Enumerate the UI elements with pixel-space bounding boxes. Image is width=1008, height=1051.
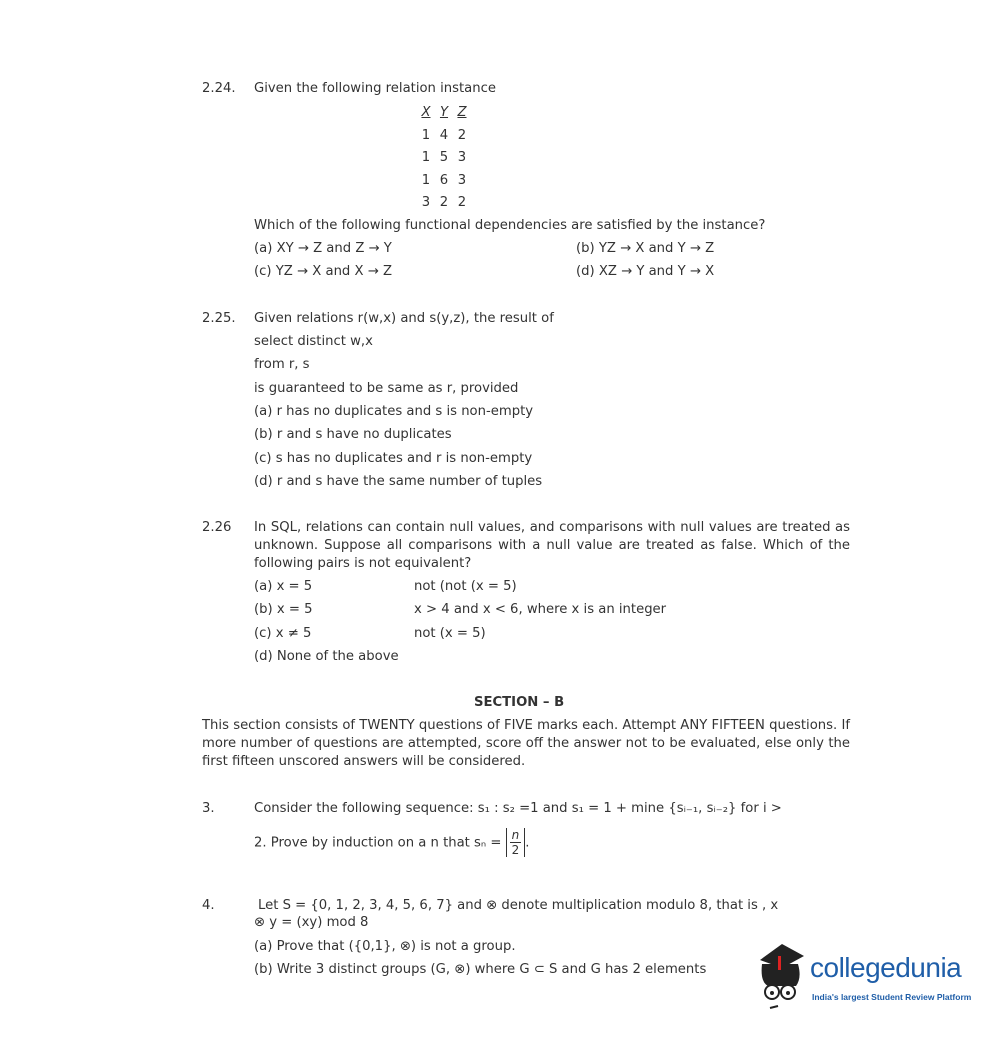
- q225-option-b: (b) r and s have no duplicates: [254, 427, 452, 442]
- q226-option-b-left: (b) x = 5: [254, 602, 313, 617]
- q225-option-d: (d) r and s have the same number of tuples: [254, 474, 543, 489]
- table-row: 3 2 2: [421, 195, 467, 210]
- q3-line2-text: 2. Prove by induction on a n that sₙ =: [254, 835, 506, 851]
- table-row: 1 6 3: [421, 172, 467, 188]
- section-b-title: SECTION – B: [474, 695, 565, 710]
- q224-number: 2.24.: [202, 81, 236, 96]
- ceiling-fraction: $\frac{n}{2}$: [506, 828, 526, 857]
- q4-option-b: (b) Write 3 distinct groups (G, ⊗) where G ⊂ S and G has 2 elements: [254, 962, 707, 977]
- q3-number: 3.: [202, 801, 215, 816]
- col-x: X: [421, 105, 431, 120]
- q225-option-a: (a) r has no duplicates and s is non-empty: [254, 404, 534, 419]
- mascot-icon: [752, 942, 810, 1012]
- q3-line1: Consider the following sequence: s₁ : s₂ =1 and s₁ = 1 + mine {sᵢ₋₁, sᵢ₋₂} for i >: [254, 801, 782, 816]
- q226-option-c-right: not (x = 5): [414, 626, 486, 641]
- q225-option-c: (c) s has no duplicates and r is non-empty: [254, 451, 533, 466]
- q226-option-c-left: (c) x ≠ 5: [254, 626, 312, 641]
- section-b-description: This section consists of TWENTY questions of FIVE marks each. Attempt ANY FIFTEEN questions. If more number of questions are attempted, score off the answer not to be evaluated, else only the first fifteen unscored answers will be considered.: [202, 718, 850, 769]
- q226-option-b-right: x > 4 and x < 6, where x is an integer: [414, 602, 667, 617]
- q224-option-a: (a) XY → Z and Z → Y: [254, 241, 392, 256]
- q3-line2: 2. Prove by induction on a n that sₙ = $\frac{n}{2}$ .: [254, 828, 530, 857]
- q224-option-b: (b) YZ → X and Y → Z: [576, 241, 715, 256]
- table-row: 1 5 3: [421, 150, 467, 165]
- q4-number: 4.: [202, 898, 215, 913]
- col-z: Z: [457, 105, 467, 120]
- logo-brand: collegedunia: [810, 952, 962, 983]
- q225-line1: Given relations r(w,x) and s(y,z), the result of: [254, 311, 554, 326]
- q226-option-a-left: (a) x = 5: [254, 579, 313, 594]
- logo-tagline: India's largest Student Review Platform: [812, 992, 972, 1002]
- q224-question: Which of the following functional dependencies are satisfied by the instance?: [254, 218, 766, 233]
- q226-option-a-right: not (not (x = 5): [414, 579, 517, 594]
- q4-line2: ⊗ y = (xy) mod 8: [254, 915, 369, 930]
- q226-option-d: (d) None of the above: [254, 649, 399, 664]
- q226-number: 2.26: [202, 520, 232, 535]
- table-row: 1 4 2: [421, 127, 467, 143]
- q4-line1: Let S = {0, 1, 2, 3, 4, 5, 6, 7} and ⊗ denote multiplication modulo 8, that is , x: [258, 898, 779, 913]
- q225-line4: is guaranteed to be same as r, provided: [254, 381, 519, 396]
- collegedunia-logo: [752, 942, 982, 1012]
- relation-table: [417, 102, 471, 215]
- q224-option-c: (c) YZ → X and X → Z: [254, 264, 392, 279]
- q225-line3: from r, s: [254, 357, 310, 372]
- col-y: Y: [439, 105, 449, 120]
- q224-option-d: (d) XZ → Y and Y → X: [576, 264, 715, 279]
- q4-option-a: (a) Prove that ({0,1}, ⊗) is not a group.: [254, 939, 516, 954]
- q225-number: 2.25.: [202, 311, 236, 326]
- relation-header: [417, 102, 471, 125]
- q226-stem: In SQL, relations can contain null values, and comparisons with null values are treated as unknown. Suppose all comparisons with a null value are treated as false. Which of the following pairs is not equivalent?: [254, 520, 850, 571]
- q225-line2: select distinct w,x: [254, 334, 373, 349]
- q224-stem: Given the following relation instance: [254, 81, 496, 96]
